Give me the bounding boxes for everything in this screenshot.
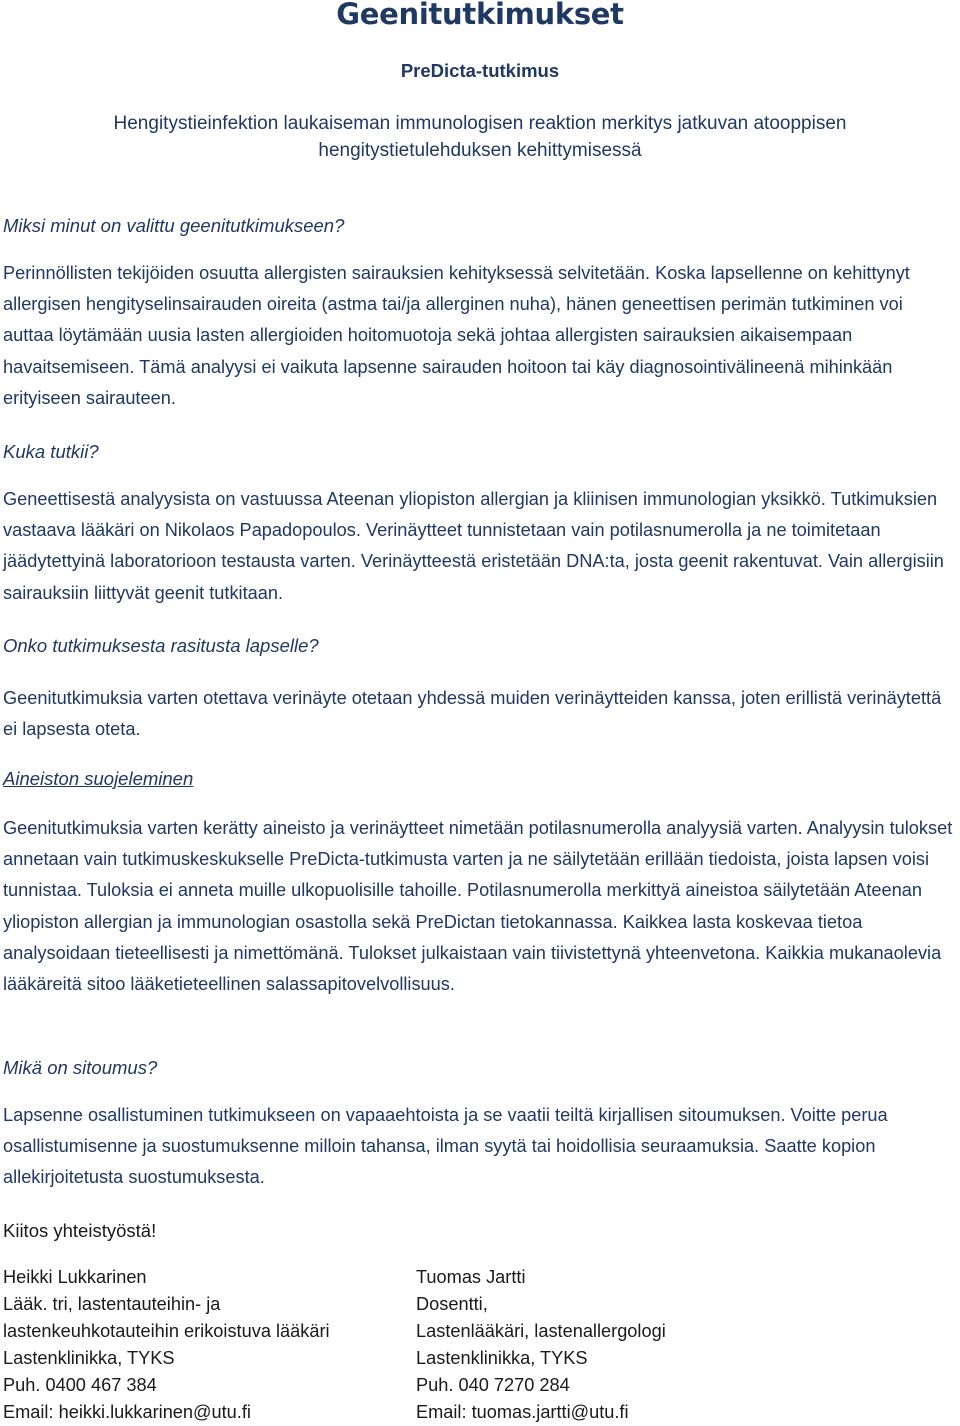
contact-card-jartti <box>416 1264 666 1426</box>
contact-clinic: Lastenklinikka, TYKS <box>416 1348 588 1368</box>
question-who-researches: Kuka tutkii? <box>3 441 99 462</box>
contact-clinic: Lastenklinikka, TYKS <box>3 1348 175 1368</box>
contact-card-lukkarinen <box>3 1264 330 1426</box>
contact-name: Heikki Lukkarinen <box>3 1267 147 1287</box>
question-commitment: Mikä on sitoumus? <box>3 1057 158 1078</box>
question-burden: Onko tutkimuksesta rasitusta lapselle? <box>3 635 319 656</box>
contact-name: Tuomas Jartti <box>416 1267 526 1287</box>
paragraph-data-protection: Geenitutkimuksia varten kerätty aineisto ja verinäytteet nimetään potilasnumerolla analyysiä varten. Analyysin tulokset annetaan vain tutkimuskeskukselle PreDicta-tutkimusta varten ja ne säilytetään erillään tiedoista, joista lapsen voisi tunnistaa. Tuloksia ei anneta muille ulkopuolisille tahoille. Potilasnumerolla merkittyä aineistoa säilytetään Ateenan yliopiston allergian ja immunologian osastolla sekä PreDictan tietokannassa. Kaikkea lasta koskevaa tietoa analysoidaan tieteellisesti ja nimettömänä. Tulokset julkaistaan vain tiivistettynä yhteenvetona. Kaikkia mukanaolevia lääkäreitä sitoo lääketieteellinen salassapitovelvollisuus. <box>3 818 953 995</box>
study-full-title: Hengitystieinfektion laukaiseman immunologisen reaktion merkitys jatkuvan atooppisen hengitystietulehduksen kehittymisessä <box>113 113 847 161</box>
paragraph-who-researches: Geneettisestä analyysista on vastuussa Ateenan yliopiston allergian ja kliinisen immunologian yksikkö. Tutkimuksien vastaava lääkäri on Nikolaos Papadopoulos. Verinäytteet tunnistetaan vain potilasnumerolla ja ne toimitetaan jäädytettyinä laboratorioon testausta varten. Verinäytteestä eristetään DNA:ta, josta geenit rakentuvat. Vain allergisiin sairauksiin liittyvät geenit tutkitaan. <box>3 489 944 603</box>
contact-email: Email: tuomas.jartti@utu.fi <box>416 1402 629 1422</box>
paragraph-burden: Geenitutkimuksia varten otettava verinäyte otetaan yhdessä muiden verinäytteiden kanssa, joten erillistä verinäytettä ei lapsesta oteta. <box>3 688 942 740</box>
contact-title: Dosentti, <box>416 1294 488 1314</box>
contact-phone: Puh. 0400 467 384 <box>3 1375 157 1395</box>
document-title: Geenitutkimukset <box>336 0 624 31</box>
paragraph-commitment: Lapsenne osallistuminen tutkimukseen on vapaaehtoista ja se vaatii teiltä kirjallisen sitoumuksen. Voitte perua osallistumisenne ja suostumuksenne milloin tahansa, ilman syytä tai hoidollisia seuraamuksia. Saatte kopion allekirjoitetusta suostumuksesta. <box>3 1105 888 1188</box>
heading-data-protection: Aineiston suojeleminen <box>3 768 194 789</box>
contact-phone: Puh. 040 7270 284 <box>416 1375 570 1395</box>
study-name: PreDicta-tutkimus <box>400 60 560 81</box>
contact-title: Lääk. tri, lastentauteihin- ja <box>3 1294 221 1314</box>
contact-title: Lastenlääkäri, lastenallergologi <box>416 1321 666 1341</box>
thanks-line: Kiitos yhteistyöstä! <box>3 1220 157 1241</box>
contact-title: lastenkeuhkotauteihin erikoistuva lääkäri <box>3 1321 330 1341</box>
question-why-selected: Miksi minut on valittu geenitutkimukseen? <box>3 215 345 236</box>
contact-email: Email: heikki.lukkarinen@utu.fi <box>3 1402 251 1422</box>
paragraph-why-selected: Perinnöllisten tekijöiden osuutta allergisten sairauksien kehityksessä selvitetään. Koska lapsellenne on kehittynyt allergisen hengityselinsairauden oireita (astma tai/ja allerginen nuha), hänen geneettisen perimän tutkiminen voi auttaa löytämään uusia lasten allergioiden hoitomuotoja sekä johtaa allergisten sairauksien aikaisempaan havaitsemiseen. Tämä analyysi ei vaikuta lapsenne sairauden hoitoon tai käy diagnosointivälineenä mihinkään erityiseen sairauteen. <box>3 263 910 408</box>
